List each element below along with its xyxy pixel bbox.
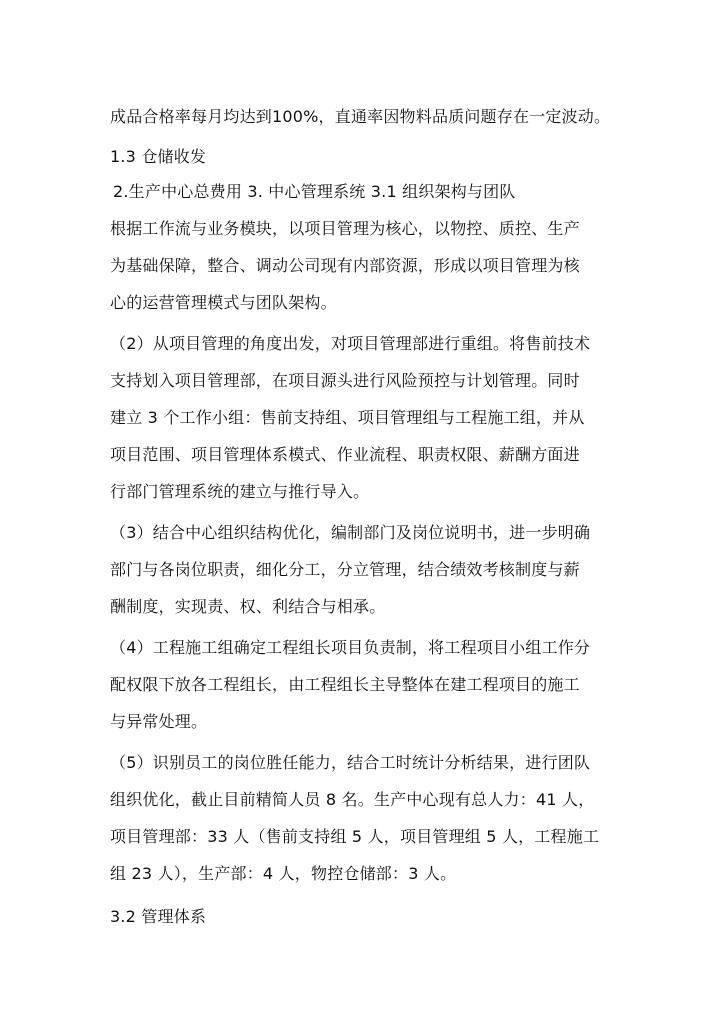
paragraph-line: 项目范围、项目管理体系模式、作业流程、职责权限、薪酬方面进 [110,445,580,464]
paragraph-line: 行部门管理系统的建立与推行导入。 [110,482,370,501]
paragraph-line: 为基础保障，整合、调动公司现有内部资源，形成以项目管理为核 [110,256,580,275]
section-heading: 3.2 管理体系 [110,907,207,926]
paragraph-line: 项目管理部：33 人（售前支持组 5 人，项目管理组 5 人，工程施工 [110,827,600,846]
paragraph-line: 组 23 人），生产部：4 人，物控仓储部：3 人。 [110,864,457,883]
paragraph-line: （2）从项目管理的角度出发，对项目管理部进行重组。将售前技术 [110,334,591,353]
paragraph-line: 成品合格率每月均达到100%，直通率因物料品质问题存在一定波动。 [110,107,611,126]
paragraph-line: 心的运营管理模式与团队架构。 [110,293,337,312]
section-heading: 2.生产中心总费用 3. 中心管理系统 3.1 组织架构与团队 [113,182,516,201]
paragraph-line: （3）结合中心组织结构优化，编制部门及岗位说明书，进一步明确 [110,523,591,542]
paragraph-line: 建立 3 个工作小组：售前支持组、项目管理组与工程施工组，并从 [110,408,585,427]
paragraph-line: 部门与各岗位职责，细化分工，分立管理，结合绩效考核制度与薪 [110,560,580,579]
paragraph-line: （4）工程施工组确定工程组长项目负责制，将工程项目小组工作分 [110,638,591,657]
paragraph-line: 组织优化，截止目前精简人员 8 名。生产中心现有总人力：41 人， [110,790,595,809]
paragraph-line: 酬制度，实现责、权、利结合与相承。 [110,597,386,616]
paragraph-line: 配权限下放各工程组长，由工程组长主导整体在建工程项目的施工 [110,675,580,694]
section-heading: 1.3 仓储收发 [110,147,207,166]
paragraph-line: 与异常处理。 [110,712,208,731]
paragraph-line: 支持划入项目管理部，在项目源头进行风险预控与计划管理。同时 [110,371,580,390]
paragraph-line: 根据工作流与业务模块，以项目管理为核心，以物控、质控、生产 [110,219,580,238]
paragraph-line: （5）识别员工的岗位胜任能力，结合工时统计分析结果，进行团队 [110,753,591,772]
